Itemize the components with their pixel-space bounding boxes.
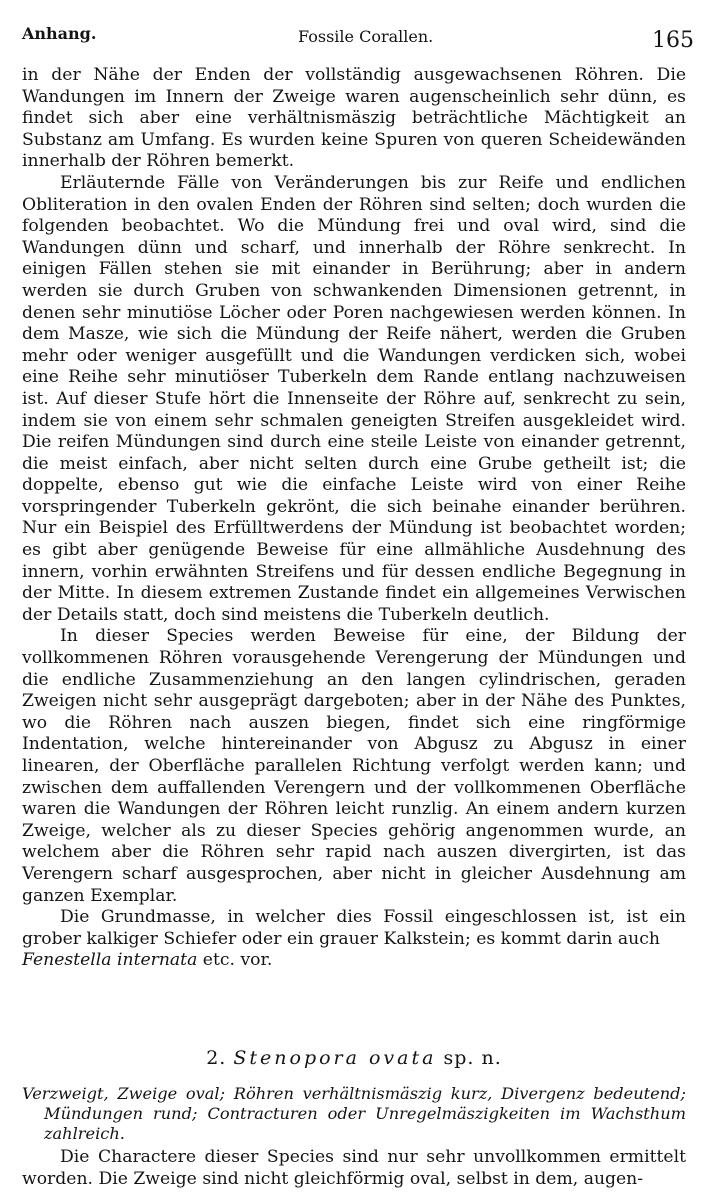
paragraph-continued: in der Nähe der Enden der vollständig ausgewachsenen Röhren. Die Wandungen im Innern der Zweige waren augenscheinlich sehr dünn, es findet sich aber eine verhältnismäszig beträchtliche Mächtigkeit an Substanz am Umfang. Es wurden keine Spuren von queren Scheidewänden innerhalb der Röhren bemerkt. (22, 65, 686, 172)
running-head (22, 18, 694, 52)
header-section-label: Anhang. (22, 24, 97, 43)
paragraph-maturity: Erläuternde Fälle von Veränderungen bis zur Reife und endlichen Obliteration in den ovalen Enden der Röhren sind selten; doch wurden die folgenden beobachtet. Wo die Mündung frei und oval wird, sind die Wandungen dünn und scharf, und innerhalb der Röhre senkrecht. In einigen Fällen stehen sie mit einander in Berührung; aber in andern werden sie durch Gruben von schwankenden Dimensionen getrennt, in denen sehr minutiöse Löcher oder Poren nachgewiesen werden können. In dem Masze, wie sich die Mündung der Reife nähert, werden die Gruben mehr oder weniger ausgefüllt und die Wandungen verdicken sich, wobei eine Reihe sehr minutiöser Tuberkeln dem Rande entlang nachzuweisen ist. Auf dieser Stufe hört die Innenseite der Röhre auf, senkrecht zu sein, indem sie von einem sehr schmalen geneigten Streifen ausgekleidet wird. Die reifen Mündungen sind durch eine steile Leiste von einander getrennt, die meist einfach, aber nicht selten durch eine Grube getheilt ist; die doppelte, ebenso gut wie die einfache Leiste wird von einer Reihe vorspringender Tuberkeln gekrönt, die sich beinahe einander berühren. Nur ein Beispiel des Erfülltwerdens der Mündung ist beobachtet worden; es gibt aber genügende Beweise für eine allmähliche Ausdehnung des innern, vorhin erwähnten Streifens und für dessen endliche Begegnung in der Mitte. In diesem extremen Zustande findet ein allgemeines Verwischen der Details statt, doch sind meistens die Tuberkeln deutlich. (22, 172, 686, 625)
header-chapter-title: Fossile Corallen. (298, 27, 434, 46)
diagnosis-text: Verzweigt, Zweige oval; Röhren verhältnismäszig kurz, Divergenz bedeutend; Mündungen rund; Contracturen oder Unregelmäszigkeiten im Wachsthum zahlreich. (22, 1084, 686, 1143)
paragraph-characters: Die Charactere dieser Species sind nur sehr unvollkommen ermittelt worden. Die Zweige sind nicht gleichförmig oval, selbst in dem, augen- (22, 1147, 686, 1189)
main-text (22, 65, 686, 972)
paragraph-matrix (22, 907, 686, 972)
paragraph-contraction: In dieser Species werden Beweise für eine, der Bildung der vollkommenen Röhren vorausgehende Verengerung der Mündungen und die endliche Zusammenziehung an den langen cylindrischen, geraden Zweigen nicht sehr ausgeprägt dargeboten; aber in der Nähe des Punktes, wo die Röhren nach auszen biegen, findet sich eine ringförmige Indentation, welche hintereinander von Abgusz zu Abgusz in einer linearen, der Oberfläche parallelen Richtung verfolgt werden kann; und zwischen dem auffallenden Verengern und der vollkommenen Oberfläche waren die Wandungen der Röhren leicht runzlig. An einem andern kurzen Zweige, welcher als zu dieser Species gehörig angenommen wurde, an welchem aber die Röhren sehr rapid nach auszen divergirten, ist das Verengern scharf ausgesprochen, aber nicht in gleicher Ausdehnung am ganzen Exemplar. (22, 626, 686, 906)
species-description (22, 1147, 686, 1190)
species-suffix: sp. n. (443, 1047, 502, 1069)
species-name-fenestella: Fenestella internata (22, 950, 198, 971)
species-diagnosis (22, 1084, 686, 1144)
page-number: 165 (652, 28, 694, 53)
species-number: 2. (206, 1047, 227, 1069)
paragraph-matrix-text: Die Grundmasse, in welcher dies Fossil eingeschlossen ist, ist ein grober kalkiger Schiefer oder ein grauer Kalkstein; es kommt darin auch (22, 907, 686, 949)
species-title: Stenopora ovata (233, 1047, 437, 1069)
species-heading (22, 1047, 686, 1069)
paragraph-matrix-ending: etc. vor. (197, 950, 273, 971)
